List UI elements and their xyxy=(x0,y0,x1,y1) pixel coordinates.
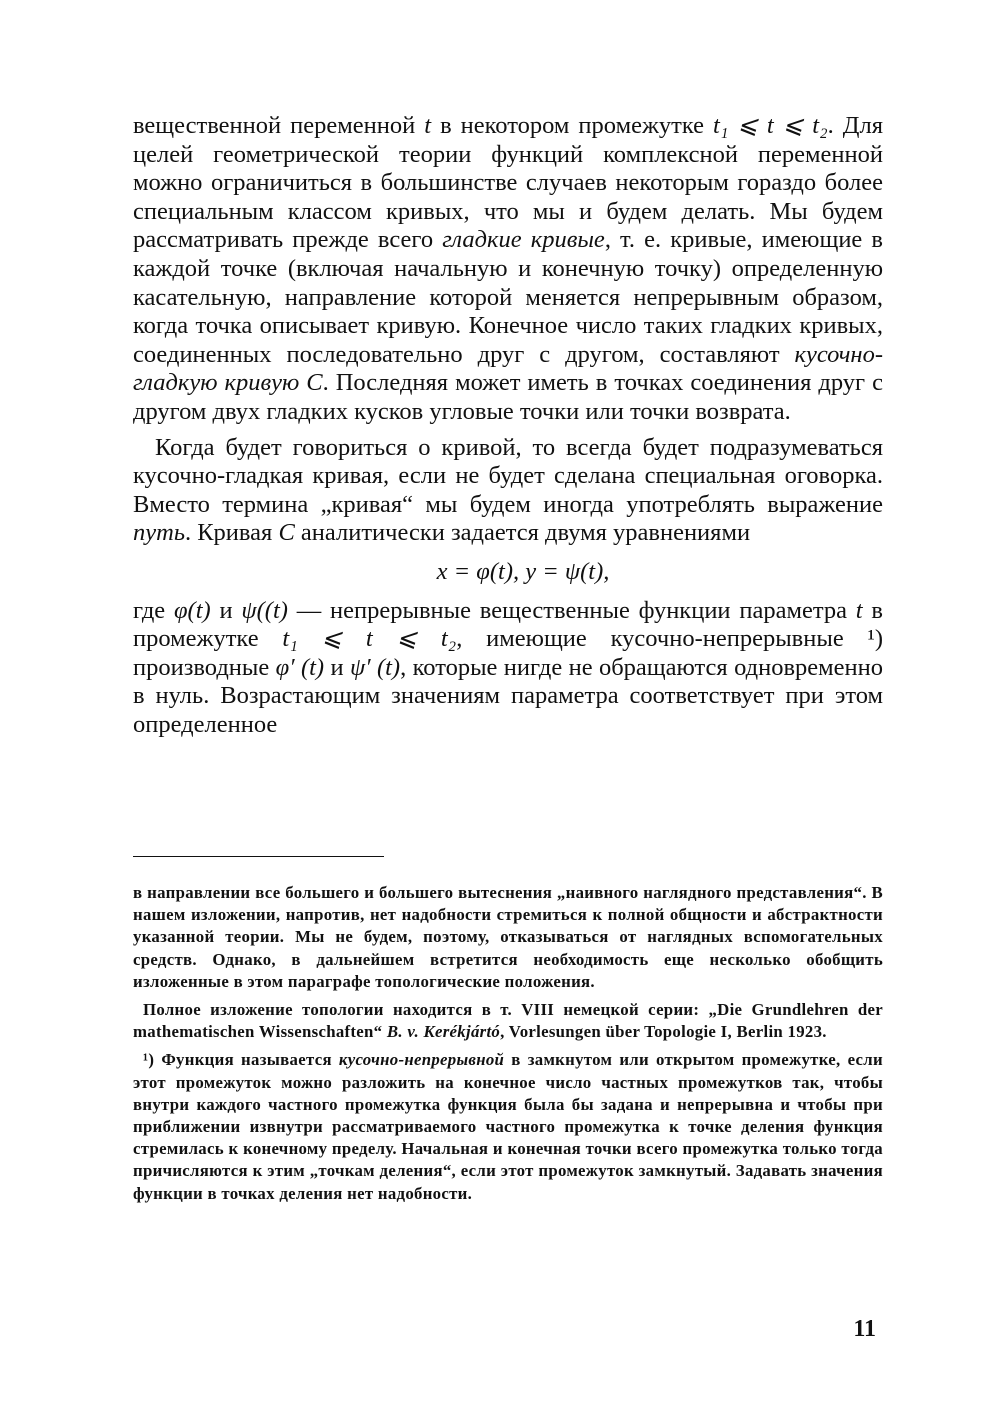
author-name: B. v. Kerékjártó xyxy=(386,1022,501,1042)
text-run: Полное изложение топологии находится в т. VIII немецкой серии: „Die Grundlehren der mathematischen Wissenschaften“ xyxy=(133,1000,883,1042)
function-psi: ψ((t) xyxy=(241,596,288,624)
function-phi: φ(t) xyxy=(173,596,211,624)
interval-expression: t₁ ⩽ t ⩽ t₂ xyxy=(282,625,457,653)
page-number: 11 xyxy=(853,1316,876,1342)
text-run: Когда будет говориться о кривой, то всегда будет подразумеваться кусочно-гладкая кривая, если не будет сделана специальная оговорка. Вместо термина „кривая“ мы будем иногда употреблять выражение xyxy=(133,433,883,518)
term-path: путь xyxy=(133,519,185,547)
text-run: в промежутке xyxy=(133,596,883,653)
text-run: . Кривая xyxy=(184,519,279,547)
text-run: аналитически задается двумя уравнениями xyxy=(294,519,751,547)
footnotes xyxy=(133,882,883,1205)
text-run: , которые нигде не обращаются одновременно в нуль. Возрастающим значениям параметра соответствует при этом определенное xyxy=(133,653,883,738)
footnote-1 xyxy=(133,1049,883,1204)
variable-t: t xyxy=(855,596,863,624)
text-run: , имеющие кусочно-непрерывные ¹) производные xyxy=(133,625,884,681)
text-run: вещественной переменной xyxy=(133,112,425,139)
formula-text: x = φ(t), y = ψ(t), xyxy=(436,557,610,585)
term-piecewise-continuous: кусочно-непрерывной xyxy=(338,1050,505,1070)
text-run: , Vorlesungen über Topologie I, Berlin 1923. xyxy=(500,1022,827,1042)
variable-t: t xyxy=(424,112,432,139)
paragraph-parameter xyxy=(133,597,883,740)
term-smooth-curves: гладкие кривые xyxy=(442,226,605,254)
footnote-separator xyxy=(133,856,384,857)
text-run: — непрерывные вещественные функции параметра xyxy=(287,596,856,624)
text-run: . Последняя может иметь в точках соединения друг с другом двух гладких кусков угловые точки или точки возврата. xyxy=(133,369,883,425)
text-run: в замкнутом или открытом промежутке, если этот промежуток можно разложить на конечное число частных промежутков так, чтобы внутри каждого частного промежутка функция была бы задана и непрерывна и чтобы при приближении извнутри рассматриваемого частного промежутка к точке деления функция стремилась к конечному пределу. Начальная и конечная точки всего промежутка только тогда причисляются к этим „точкам деления“, если этот промежуток замкнутый. Задавать значения функции в точках деления нет надобности. xyxy=(133,1050,883,1203)
footnote-marker: ¹) xyxy=(143,1050,155,1070)
term-piecewise-smooth-curve: кусочно-гладкую кривую C xyxy=(133,340,883,397)
text-run: и xyxy=(210,596,242,624)
derivative-psi: ψ′ (t) xyxy=(350,653,401,681)
text-run: в некотором промежутке xyxy=(431,112,714,139)
derivative-phi: φ′ (t) xyxy=(275,653,325,681)
text-run: . Для целей геометрической теории функций комплексной переменной можно ограничиться в большинстве случаев некоторым гораздо более специальным классом кривых, что мы и будем делать. Мы будем рассматривать прежде всего xyxy=(133,112,883,254)
text-run: и xyxy=(324,653,350,681)
text-run: , т. е. кривые, имеющие в каждой точке (включая начальную и конечную точку) определенную касательную, направление которой меняется непрерывным образом, когда точка описывает кривую. Конечное число таких гладких кривых, соединенных последовательно друг с другом, составляют xyxy=(133,226,883,368)
main-text xyxy=(133,112,883,739)
footnote-continuation: в направлении все большего и большего вытеснения „наивного наглядного представления“. В нашем изложении, напротив, нет надобности стремиться к полной общности и абстрактности указанной теории. Мы не будем, поэтому, отказываться от наглядных вспомогательных средств. Однако, в дальнейшем встретится необходимость еще несколько обобщить изложенные в этом параграфе топологические положения. xyxy=(133,883,883,991)
interval-expression: t₁ ⩽ t ⩽ t₂ xyxy=(713,112,828,139)
variable-c: C xyxy=(278,519,295,547)
paragraph-path xyxy=(133,434,883,548)
footnote-reference xyxy=(133,999,883,1043)
text-run: где xyxy=(133,596,174,624)
parametric-equations xyxy=(133,558,883,587)
text-run: Функция называется xyxy=(154,1050,339,1070)
paragraph-curves xyxy=(133,112,883,427)
